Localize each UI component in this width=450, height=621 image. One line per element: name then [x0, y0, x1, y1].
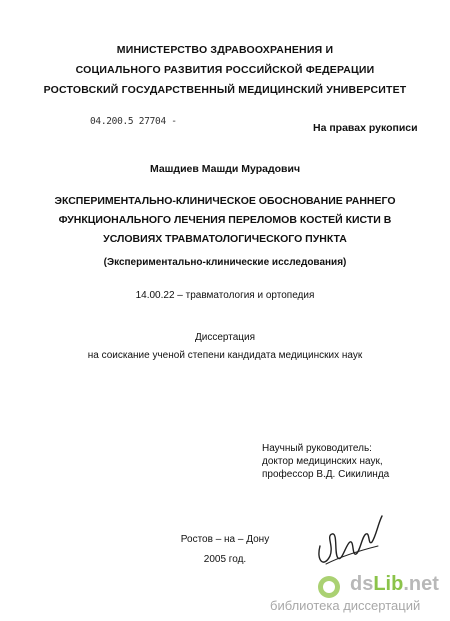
subtitle: (Экспериментально-клинические исследования)	[103, 257, 347, 268]
degree-line: на соискание ученой степени кандидата медицинских наук	[87, 350, 363, 361]
ministry-header	[0, 40, 450, 100]
supervisor-degree: доктор медицинских наук,	[262, 456, 383, 467]
watermark-logo-lib: Lib	[373, 573, 404, 595]
ministry-line-2: СОЦИАЛЬНОГО РАЗВИТИЯ РОССИЙСКОЙ ФЕДЕРАЦИИ	[75, 64, 375, 76]
supervisor-name: профессор В.Д. Сикилинда	[262, 469, 390, 480]
city: Ростов – на – Дону	[180, 534, 270, 545]
title-line-3: УСЛОВИЯХ ТРАВМАТОЛОГИЧЕСКОГО ПУНКТА	[103, 233, 347, 245]
supervisor-block	[262, 442, 389, 481]
title-line-2: ФУНКЦИОНАЛЬНОГО ЛЕЧЕНИЯ ПЕРЕЛОМОВ КОСТЕЙ КИСТИ В	[58, 214, 392, 226]
degree-statement	[0, 329, 450, 365]
dissertation-title	[0, 192, 450, 249]
stamp-number: 04.200.5 27704 -	[90, 116, 177, 127]
dissertation-label: Диссертация	[194, 332, 256, 343]
watermark-subtitle: библиотека диссертаций	[270, 598, 421, 613]
handwritten-signature	[312, 506, 392, 576]
university-line: РОСТОВСКИЙ ГОСУДАРСТВЕННЫЙ МЕДИЦИНСКИЙ УНИВЕРСИТЕТ	[43, 84, 407, 96]
watermark-logo-icon	[318, 576, 340, 598]
dslib-watermark	[268, 573, 448, 618]
author-name: Машдиев Машди Мурадович	[149, 163, 301, 175]
title-line-1: ЭКСПЕРИМЕНТАЛЬНО-КЛИНИЧЕСКОЕ ОБОСНОВАНИЕ РАННЕГО	[54, 195, 396, 207]
watermark-logo	[350, 573, 439, 596]
specialty-code: 14.00.22 – травматология и ортопедия	[135, 290, 315, 301]
year: 2005 год.	[203, 554, 247, 565]
watermark-logo-ds: ds	[350, 573, 374, 595]
supervisor-label: Научный руководитель:	[262, 443, 372, 454]
watermark-logo-net: .net	[403, 573, 439, 595]
rights-note: На правах рукописи	[313, 122, 418, 134]
ministry-line-1: МИНИСТЕРСТВО ЗДРАВООХРАНЕНИЯ И	[116, 44, 334, 56]
